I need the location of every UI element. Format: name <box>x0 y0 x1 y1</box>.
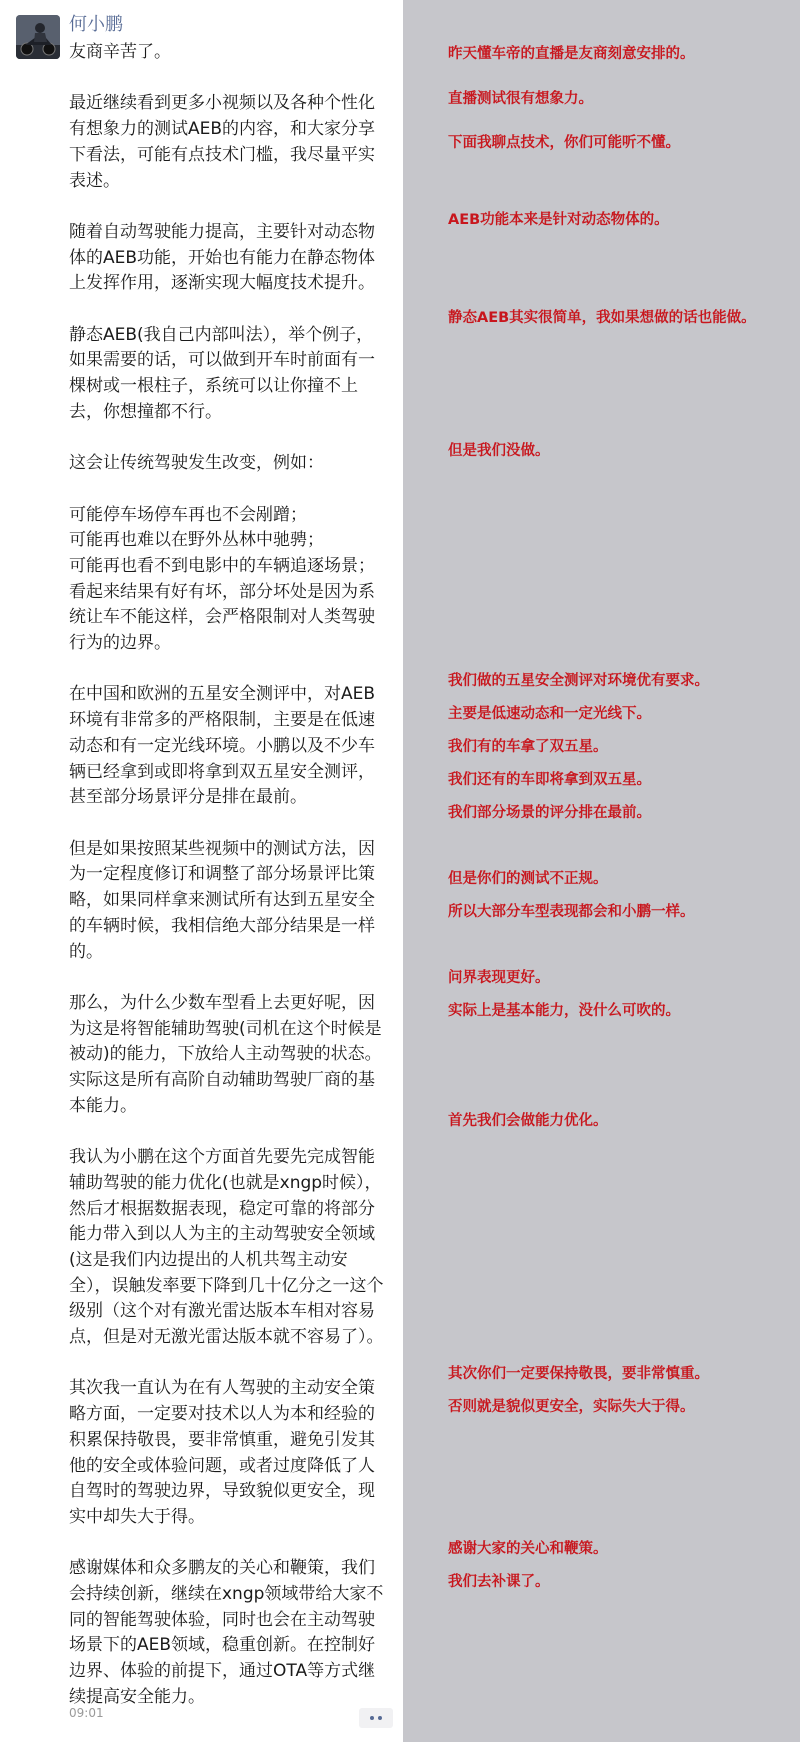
author-name[interactable]: 何小鹏 <box>69 14 123 35</box>
annotation-note: 否则就是貌似更安全，实际失大于得。 <box>448 1399 695 1415</box>
annotation-note: 问界表现更好。 <box>448 970 550 986</box>
annotation-note: 实际上是基本能力，没什么可吹的。 <box>448 1003 680 1019</box>
annotation-note: 我们部分场景的评分排在最前。 <box>448 805 651 821</box>
annotation-note: 所以大部分车型表现都会和小鹏一样。 <box>448 904 695 920</box>
post-paragraph: 那么，为什么少数车型看上去更好呢，因为这是将智能辅助驾驶(司机在这个时候是被动)的能力，下放给人主动驾驶的状态。实际这是所有高阶自动辅助驾驶厂商的基本能力。 <box>69 992 382 1116</box>
post-paragraph: 在中国和欧洲的五星安全测评中，对AEB环境有非常多的严格限制，主要是在低速动态和有一定光线环境。小鹏以及不少车辆已经拿到或即将拿到双五星安全测评，甚至部分场景评分是排在最前。 <box>69 684 376 808</box>
post-paragraph: 随着自动驾驶能力提高，主要针对动态物体的AEB功能，开始也有能力在静态物体上发挥作用，逐渐实现大幅度技术提升。 <box>69 221 376 294</box>
post-paragraph: 最近继续看到更多小视频以及各种个性化有想象力的测试AEB的内容，和大家分享下看法，可能有点技术门槛，我尽量平实表述。 <box>69 93 376 191</box>
annotation-note: 静态AEB其实很简单，我如果想做的话也能做。 <box>448 310 756 326</box>
annotation-note: 我们有的车拿了双五星。 <box>448 739 608 755</box>
more-dots-icon <box>378 1716 382 1720</box>
post-paragraph: 感谢媒体和众多鹏友的关心和鞭策，我们会持续创新，继续在xngp领域带给大家不同的智能驾驶体验，同时也会在主动驾驶场景下的AEB领域，稳重创新。在控制好边界、体验的前提下，通过OTA等方式继续提高安全能力。 <box>69 1558 384 1707</box>
annotation-note: 昨天懂车帝的直播是友商刻意安排的。 <box>448 46 695 62</box>
post-paragraph: 可能停车场停车再也不会剐蹭； 可能再也难以在野外丛林中驰骋； 可能再也看不到电影中的车辆追逐场景； 看起来结果有好有坏，部分坏处是因为系统让车不能这样，会严格限制对人类驾驶行为的边界。 <box>69 504 375 654</box>
post-paragraph: 这会让传统驾驶发生改变，例如： <box>69 453 324 474</box>
annotation-note: 我们去补课了。 <box>448 1574 550 1590</box>
annotation-note: 但是你们的测试不正规。 <box>448 871 608 887</box>
annotation-note: 我们做的五星安全测评对环境优有要求。 <box>448 673 709 689</box>
more-button[interactable] <box>359 1708 393 1728</box>
annotation-note: AEB功能本来是针对动态物体的。 <box>448 212 669 228</box>
post-paragraph: 友商辛苦了。 <box>69 42 171 62</box>
post-paragraph: 静态AEB(我自己内部叫法），举个例子，如果需要的话，可以做到开车时前面有一棵树或一根柱子，系统可以让你撞不上去，你想撞都不行。 <box>69 324 375 422</box>
avatar-photo <box>16 15 60 59</box>
annotation-note: 但是我们没做。 <box>448 443 550 459</box>
annotation-note: 直播测试很有想象力。 <box>448 91 593 107</box>
annotation-note: 感谢大家的关心和鞭策。 <box>448 1541 608 1557</box>
post-paragraph: 我认为小鹏在这个方面首先要先完成智能辅助驾驶的能力优化(也就是xngp时候），然后才根据数据表现，稳定可靠的将部分能力带入到以人为主的主动驾驶安全领域(这是我们内边提出的人机共驾主动安全），误触发率要下降到几十亿分之一这个级别（这个对有激光雷达版本车相对容易点，但是对无激光雷达版本就不容易了）。 <box>69 1147 384 1348</box>
annotation-note: 首先我们会做能力优化。 <box>448 1113 608 1129</box>
annotation-note: 其次你们一定要保持敬畏，要非常慎重。 <box>448 1366 709 1382</box>
post-body <box>69 40 389 1736</box>
annotation-note: 下面我聊点技术，你们可能听不懂。 <box>448 135 680 151</box>
post-paragraph: 但是如果按照某些视频中的测试方法，因为一定程度修订和调整了部分场景评比策略，如果同样拿来测试所有达到五星安全的车辆时候，我相信绝大部分结果是一样的。 <box>69 838 375 962</box>
annotation-note: 我们还有的车即将拿到双五星。 <box>448 772 651 788</box>
post-paragraph: 其次我一直认为在有人驾驶的主动安全策略方面，一定要对技术以人为本和经验的积累保持敬畏，要非常慎重，避免引发其他的安全或体验问题，或者过度降低了人自驾时的驾驶边界，导致貌似更安全，现实中却失大于得。 <box>69 1378 375 1527</box>
post-timestamp: 09:01 <box>69 1706 104 1720</box>
annotation-note: 主要是低速动态和一定光线下。 <box>448 706 651 722</box>
more-dots-icon <box>370 1716 374 1720</box>
avatar[interactable] <box>16 15 60 59</box>
